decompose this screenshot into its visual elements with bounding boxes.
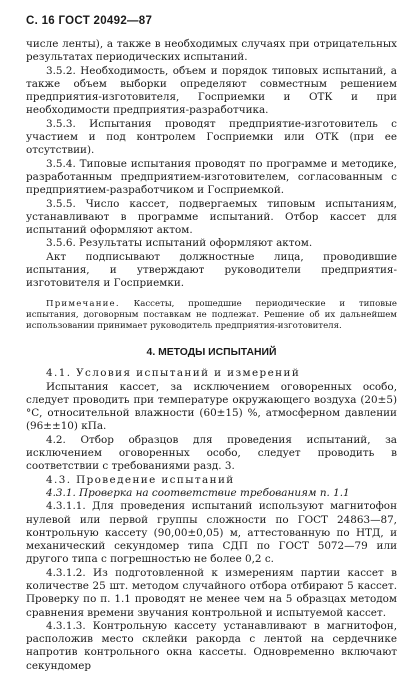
section-title: 4. МЕТОДЫ ИСПЫТАНИЙ: [146, 347, 277, 359]
paragraph-3-5-3: 3.5.3. Испытания проводят предприятие-изготовитель с участием и под контролем Госприемки или ОТК (при ее отсутствии).: [26, 117, 397, 157]
paragraph-4-2: 4.2. Отбор образцов для проведения испытаний, за исключением оговоренных особо, следует проводить в соответствии с требованиями разд. 3.: [26, 433, 397, 473]
note-label: Примечание.: [46, 298, 120, 309]
subsection-4-3: 4.3. Проведение испытаний: [46, 473, 235, 486]
paragraph-3-5-6: 3.5.6. Результаты испытаний оформляют актом.: [46, 237, 313, 250]
paragraph-4-1-text: Испытания кассет, за исключением оговоренных особо, следует проводить при температуре окружающего воздуха (20±5) °С, относительной влажности (60±15) %, атмосферном давлении (96±±10) кПа.: [26, 380, 397, 433]
paragraph-act: Акт подписывают должностные лица, проводившие испытания, и утверждают руководители предприятия-изготовителя и Госприемки.: [26, 250, 397, 290]
paragraph-3-5-2: 3.5.2. Необходимость, объем и порядок типовых испытаний, а также объем выборки определяют совместным решением предприятия-изготовителя, Госприемки и ОТК и при необходимости предприятия-разработчика.: [26, 64, 397, 117]
paragraph-3-5-4: 3.5.4. Типовые испытания проводят по программе и методике, разработанным предприятием-изготовителем, согласованным с предприятием-разработчиком и Госприемкой.: [26, 157, 397, 197]
subsection-4-3-1: 4.3.1. Проверка на соответствие требованиям п. 1.1: [46, 486, 350, 499]
paragraph-4-3-1-1: 4.3.1.1. Для проведения испытаний используют магнитофон нулевой или первой группы сложности по ГОСТ 24863—87, контрольную кассету (90,00±0,05) м, аттестованную по НТД, и механический секундомер типа СДП по ГОСТ 5072—79 или другого типа с погрешностью не более 0,2 с.: [26, 500, 397, 566]
page-header: С. 16 ГОСТ 20492—87: [26, 15, 153, 27]
paragraph-continuation: числе ленты), а также в необходимых случаях при отрицательных результатах периодических испытаний.: [26, 38, 397, 64]
paragraph-4-3-1-3: 4.3.1.3. Контрольную кассету устанавливают в магнитофон, расположив место склейки ракорда с лентой на сердечнике напротив контрольного окна кассеты. Одновременно включают секундомер: [26, 619, 397, 672]
note-text: Кассеты, прошедшие периодические и типовые испытания, договорным поставкам не подлежат. Решение об их дальнейшем использовании принимает руководитель предприятия-изготовителя.: [26, 298, 398, 332]
paragraph-3-5-5: 3.5.5. Число кассет, подвергаемых типовым испытаниям, устанавливают в программе испытаний. Отбор кассет для испытаний оформляют актом.: [26, 197, 397, 237]
note: [26, 299, 397, 333]
subsection-4-1: 4.1. Условия испытаний и измерений: [46, 367, 301, 380]
paragraph-4-3-1-2: 4.3.1.2. Из подготовленной к измерениям партии кассет в количестве 25 шт. методом случайного отбора отбирают 5 кассет. Проверку по п. 1.1 проводят не менее чем на 5 образцах методом сравнения времени звучания контрольной и испытуемой кассет.: [26, 566, 397, 619]
